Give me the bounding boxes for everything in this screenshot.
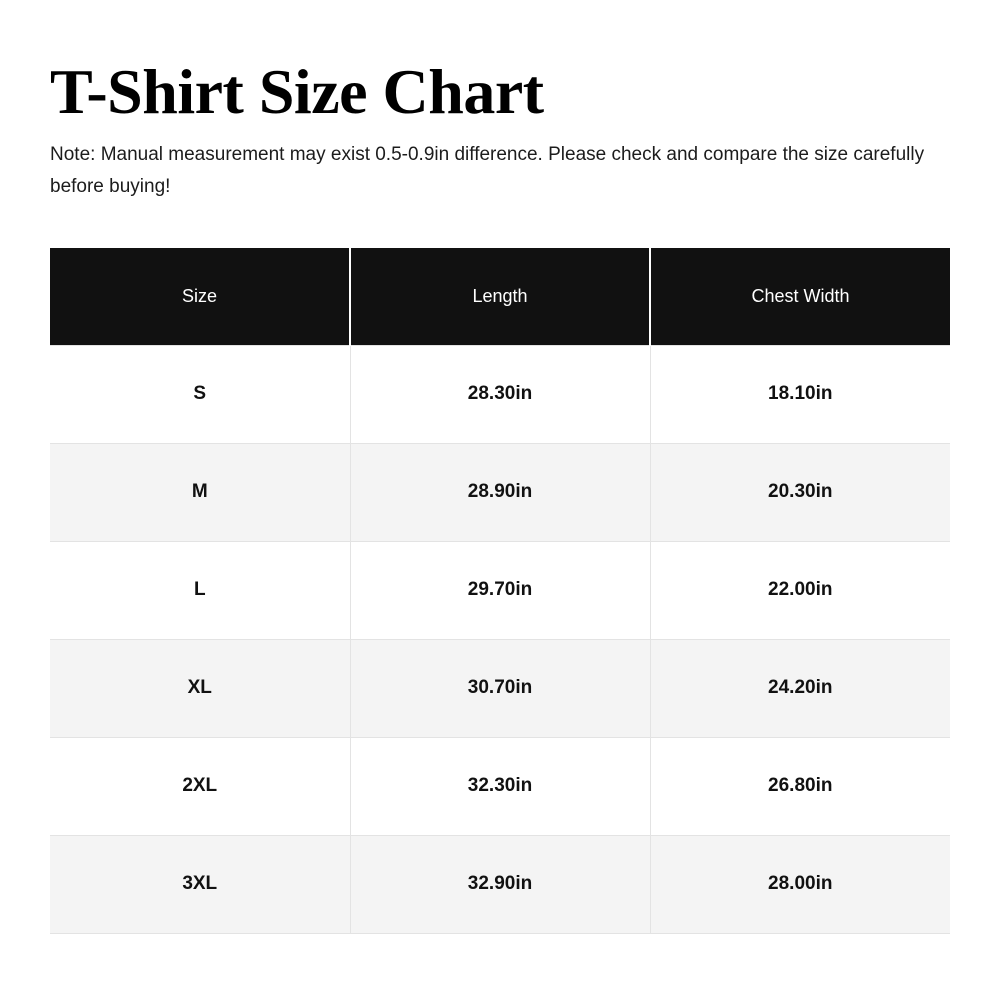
table-row	[50, 737, 950, 835]
cell-size: L	[50, 541, 350, 639]
cell-chest-width: 28.00in	[650, 835, 950, 933]
column-header-size: Size	[50, 248, 350, 346]
table-row	[50, 639, 950, 737]
page-title: T-Shirt Size Chart	[50, 56, 544, 127]
cell-length: 32.30in	[350, 737, 650, 835]
cell-size: S	[50, 345, 350, 443]
cell-size: 2XL	[50, 737, 350, 835]
column-header-length: Length	[350, 248, 650, 346]
measurement-note: Note: Manual measurement may exist 0.5-0.9in difference. Please check and compare the size carefully before buying!	[50, 144, 925, 197]
size-table-container	[50, 248, 950, 934]
cell-length: 32.90in	[350, 835, 650, 933]
table-row	[50, 443, 950, 541]
cell-length: 30.70in	[350, 639, 650, 737]
table-row	[50, 541, 950, 639]
cell-chest-width: 22.00in	[650, 541, 950, 639]
cell-size: M	[50, 443, 350, 541]
column-header-chest-width: Chest Width	[650, 248, 950, 346]
cell-chest-width: 20.30in	[650, 443, 950, 541]
table-body	[50, 345, 950, 933]
cell-chest-width: 24.20in	[650, 639, 950, 737]
cell-size: 3XL	[50, 835, 350, 933]
cell-chest-width: 18.10in	[650, 345, 950, 443]
size-chart-table	[50, 248, 950, 934]
cell-size: XL	[50, 639, 350, 737]
cell-length: 29.70in	[350, 541, 650, 639]
table-header	[50, 248, 950, 346]
table-row	[50, 345, 950, 443]
cell-chest-width: 26.80in	[650, 737, 950, 835]
table-row	[50, 835, 950, 933]
table-header-row	[50, 248, 950, 346]
cell-length: 28.90in	[350, 443, 650, 541]
cell-length: 28.30in	[350, 345, 650, 443]
